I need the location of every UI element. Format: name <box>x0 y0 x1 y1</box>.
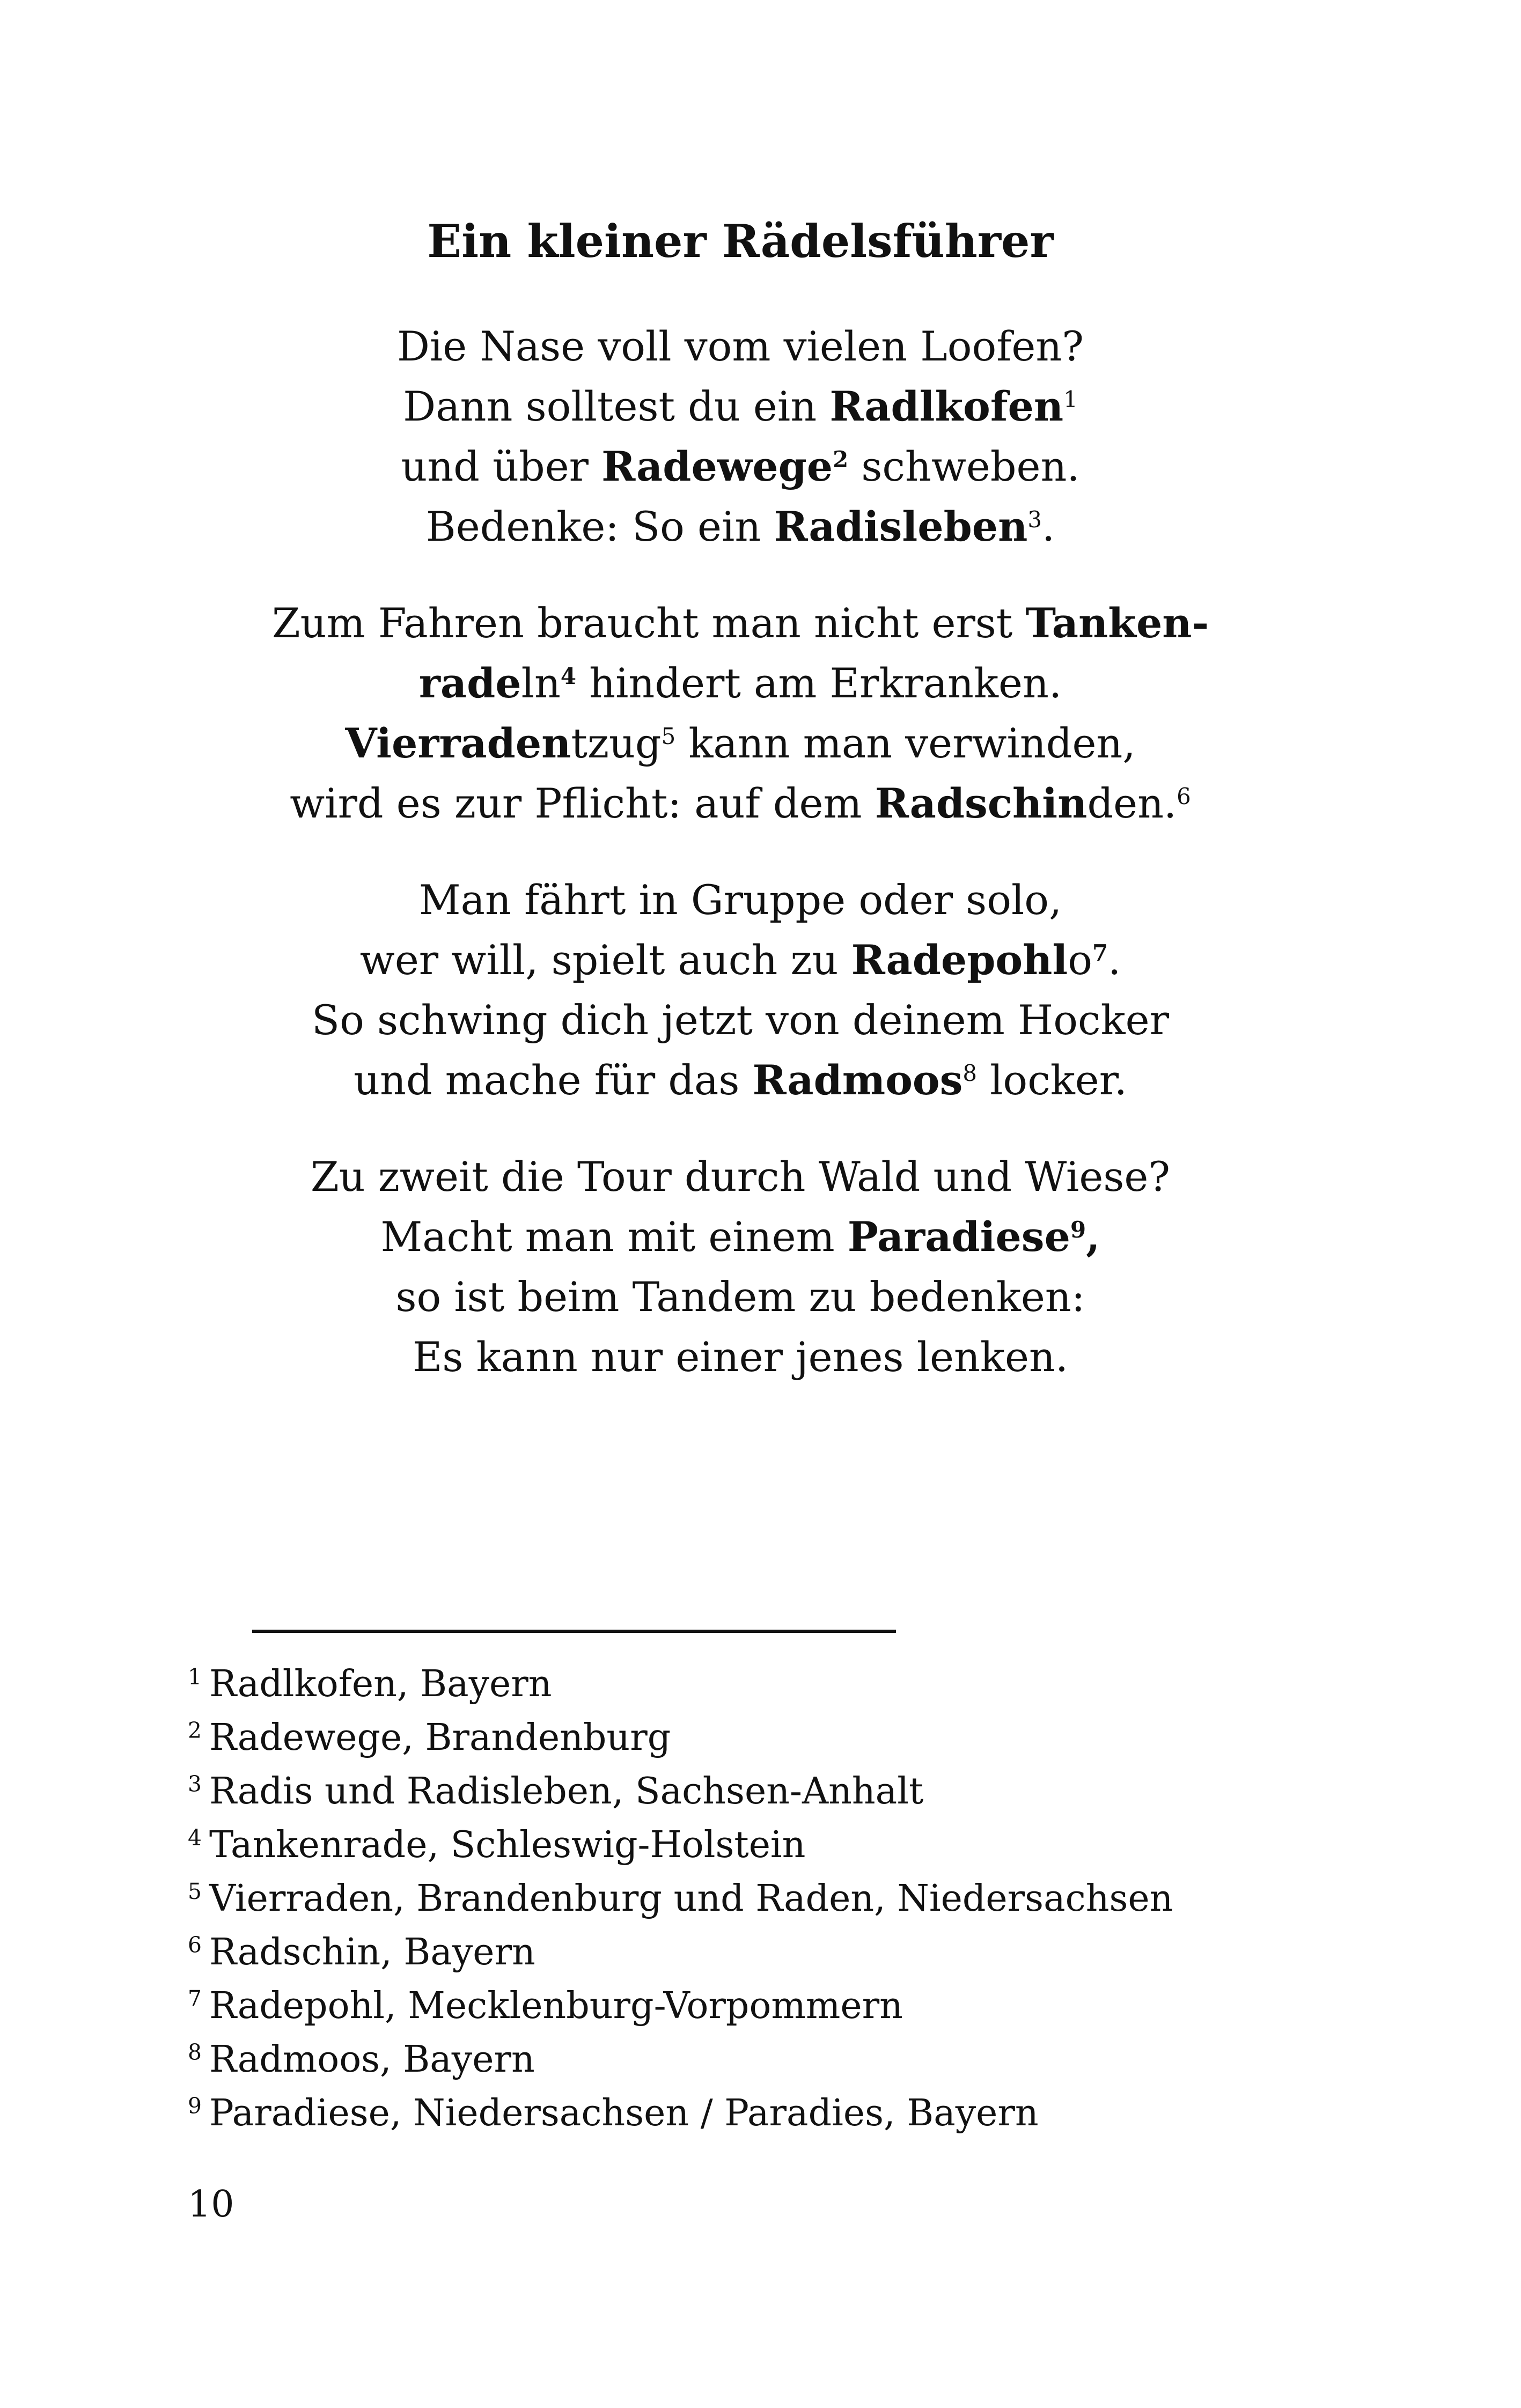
footnote: $^1$ Radlkofen, Bayern <box>188 1663 552 1705</box>
poem-title: Ein kleiner Rädelsführer <box>427 215 1054 268</box>
poem-line: Dann solltest du ein Radlkofen$^1$ <box>403 382 1078 430</box>
poem-line: radeln$^4$ hindert am Erkranken. <box>418 659 1062 707</box>
poem-body <box>0 316 1481 1424</box>
poem-line: So schwing dich jetzt von deinem Hocker <box>312 996 1169 1044</box>
footnote-ref: 7 <box>1092 939 1108 966</box>
footnote: $^3$ Radis und Radisleben, Sachsen-Anhalt <box>188 1770 924 1813</box>
footnote: $^7$ Radepohl, Mecklenburg-Vorpommern <box>188 1985 903 2027</box>
footnote: $^9$ Paradiese, Niedersachsen / Paradies, Bayern <box>188 2092 1039 2134</box>
stanza-3 <box>0 870 1481 1110</box>
poem-line: Die Nase voll vom vielen Loofen? <box>396 322 1084 370</box>
footnote-divider <box>252 1630 896 1633</box>
footnote-ref: 8 <box>962 1059 977 1086</box>
footnote-ref: 6 <box>1177 783 1191 809</box>
footnote: $^5$ Vierraden, Brandenburg und Raden, Niedersachsen <box>188 1877 1173 1920</box>
poem-line: Bedenke: So ein Radisleben$^3$. <box>425 503 1055 550</box>
poem-line: Es kann nur einer jenes lenken. <box>412 1333 1069 1381</box>
footnote-ref: 2 <box>833 446 849 473</box>
poem-line: Man fährt in Gruppe oder solo, <box>418 876 1062 924</box>
footnote-ref: 4 <box>560 662 576 689</box>
poem-line: Zu zweit die Tour durch Wald und Wiese? <box>310 1153 1171 1201</box>
stanza-4 <box>0 1147 1481 1387</box>
footnote: $^4$ Tankenrade, Schleswig-Holstein <box>188 1824 806 1866</box>
footnote-ref: 1 <box>1063 386 1078 413</box>
stanza-1 <box>0 316 1481 557</box>
footnote: $^2$ Radewege, Brandenburg <box>188 1717 671 1759</box>
poem-line: so ist beim Tandem zu bedenken: <box>395 1273 1085 1321</box>
poem-line: wird es zur Pflicht: auf dem Radschinden.$^6$ <box>290 779 1191 827</box>
page-number: 10 <box>188 2183 234 2226</box>
poem-line: und über Radewege$^2$ schweben. <box>401 443 1080 490</box>
footnote-list <box>188 1658 1173 2140</box>
poem-line: Macht man mit einem Paradiese$^9$, <box>380 1213 1100 1261</box>
footnote-ref: 3 <box>1027 506 1042 533</box>
poem-line: Vierradentzug$^5$ kann man verwinden, <box>345 719 1136 767</box>
poem-line: Zum Fahren braucht man nicht erst Tanken- <box>271 599 1209 647</box>
poem-line: wer will, spielt auch zu Radepohlo$^7$. <box>359 936 1121 984</box>
footnote: $^8$ Radmoos, Bayern <box>188 2038 535 2081</box>
stanza-2 <box>0 593 1481 834</box>
poem-line: und mache für das Radmoos$^8$ locker. <box>354 1056 1127 1104</box>
footnote-ref: 9 <box>1070 1216 1086 1243</box>
footnote-ref: 5 <box>661 723 676 749</box>
footnote: $^6$ Radschin, Bayern <box>188 1931 535 1973</box>
